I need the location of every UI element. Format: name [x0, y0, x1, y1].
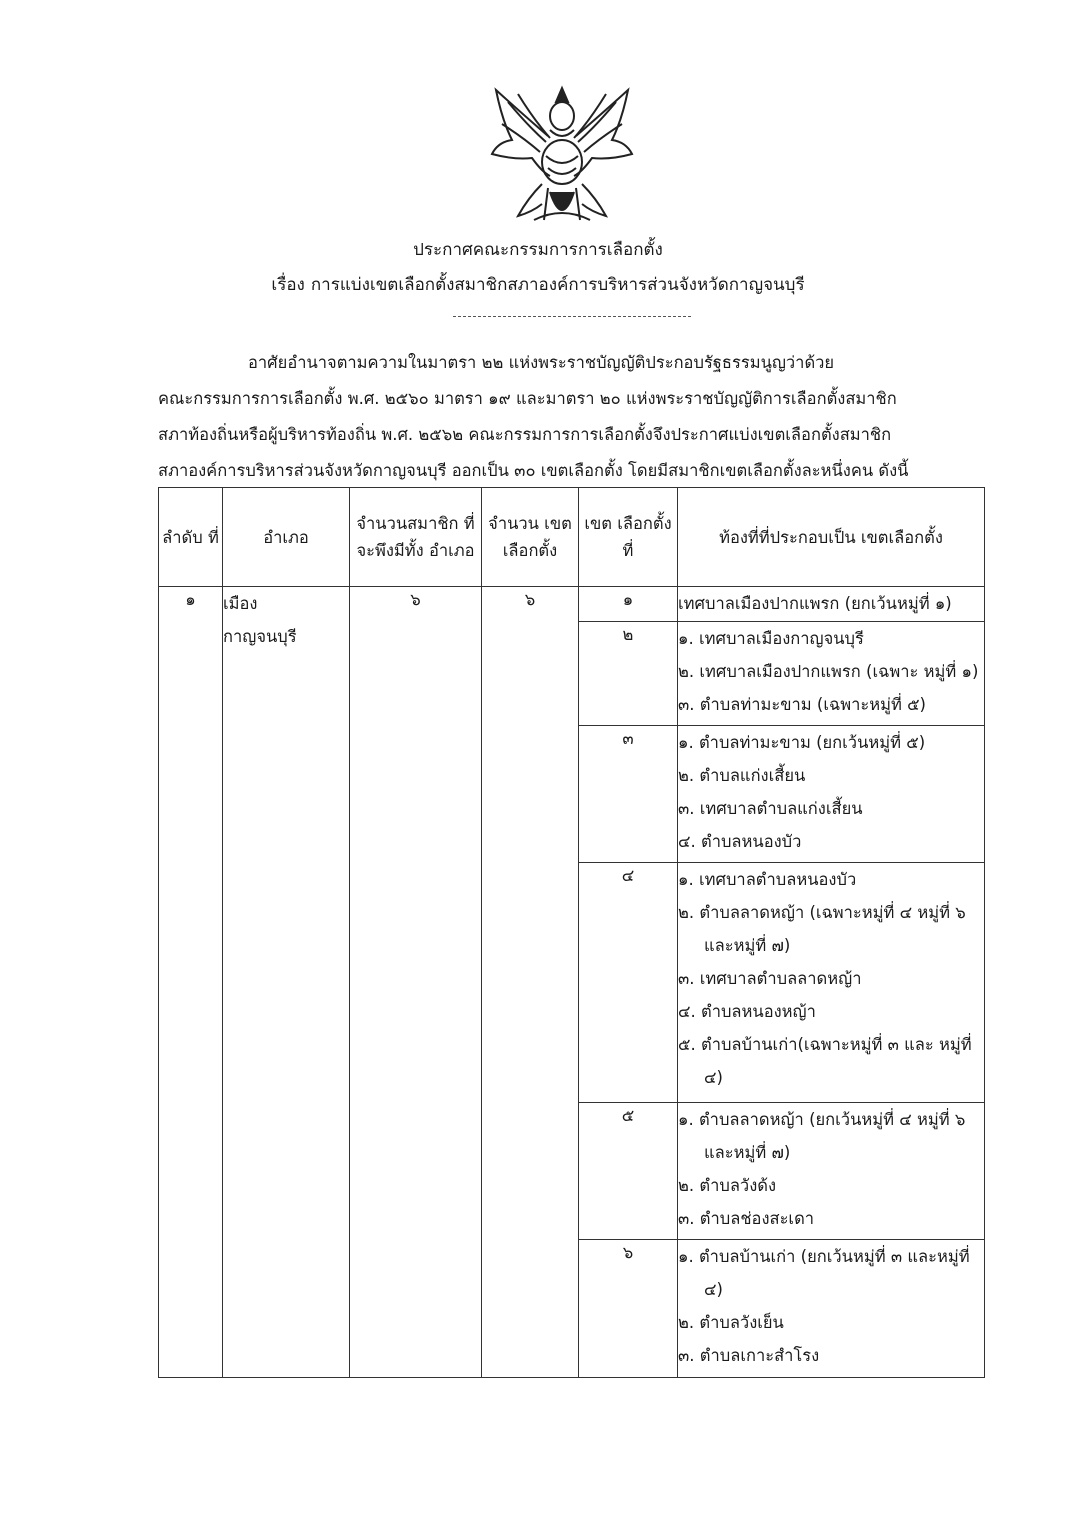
- header-no: ลำดับ ที่: [159, 488, 223, 587]
- area-item: ๒. เทศบาลเมืองปากแพรก (เฉพาะ หมู่ที่ ๑): [678, 662, 979, 682]
- row-no: ๑: [159, 587, 223, 1378]
- amphoe-name-line: กาญจนบุรี: [223, 627, 297, 646]
- area-item: ๓. เทศบาลตำบลแก่งเสี้ยน: [678, 798, 863, 818]
- amphoe-name-line: เมือง: [223, 594, 258, 613]
- area-item: ๕. ตำบลบ้านเก่า(เฉพาะหมู่ที่ ๓ และ หมู่ที่ ๔): [678, 1035, 972, 1088]
- area-item: ๒. ตำบลวังด้ง: [678, 1175, 777, 1195]
- table-row: [159, 587, 985, 622]
- area-item: ๑. ตำบลบ้านเก่า (ยกเว้นหมู่ที่ ๓ และหมู่ที่ ๔): [678, 1247, 970, 1300]
- intro-line: อาศัยอำนาจตามความในมาตรา ๒๒ แห่งพระราชบัญญัติประกอบรัฐธรรมนูญว่าด้วย: [248, 353, 835, 372]
- area-item: ๒. ตำบลวังเย็น: [678, 1313, 784, 1333]
- zone-number: ๒: [579, 622, 678, 725]
- zone-number: ๓: [579, 725, 678, 863]
- garuda-emblem-icon: [488, 80, 636, 230]
- header-zone: เขต เลือกตั้งที่: [579, 488, 678, 587]
- announcement-subject: [0, 271, 1076, 298]
- zone-area: [678, 622, 985, 725]
- area-item: เทศบาลเมืองปากแพรก (ยกเว้นหมู่ที่ ๑): [678, 594, 952, 613]
- subject-label: เรื่อง: [271, 275, 305, 295]
- area-item: ๓. เทศบาลตำบลลาดหญ้า: [678, 969, 862, 989]
- header-area: ท้องที่ที่ประกอบเป็น เขตเลือกตั้ง: [678, 488, 985, 587]
- area-item: ๓. ตำบลช่องสะเดา: [678, 1208, 815, 1228]
- row-members: ๖: [350, 587, 482, 1378]
- subject-text: การแบ่งเขตเลือกตั้งสมาชิกสภาองค์การบริหารส่วนจังหวัดกาญจนบุรี: [310, 275, 805, 295]
- zone-area: [678, 1240, 985, 1378]
- row-amphoe: [223, 587, 350, 1378]
- intro-line: สภาท้องถิ่นหรือผู้บริหารท้องถิ่น พ.ศ. ๒๕๖๒ คณะกรรมการการเลือกตั้งจึงประกาศแบ่งเขตเลือกตั้งสมาชิก: [158, 425, 892, 444]
- electoral-district-table: [158, 487, 985, 1378]
- header-amphoe: อำเภอ: [223, 488, 350, 587]
- intro-paragraph: [158, 345, 984, 489]
- area-item: ๒. ตำบลลาดหญ้า (เฉพาะหมู่ที่ ๔ หมู่ที่ ๖ และหมู่ที่ ๗): [678, 903, 966, 956]
- title-divider: [453, 316, 691, 317]
- area-item: ๔. ตำบลหนองหญ้า: [678, 1002, 816, 1022]
- area-item: ๑. ตำบลลาดหญ้า (ยกเว้นหมู่ที่ ๔ หมู่ที่ ๖ และหมู่ที่ ๗): [678, 1109, 966, 1162]
- row-zone-count: ๖: [482, 587, 579, 1378]
- announcement-title: ประกาศคณะกรรมการการเลือกตั้ง: [413, 240, 663, 260]
- area-item: ๑. เทศบาลเมืองกาญจนบุรี: [678, 629, 864, 649]
- intro-line: สภาองค์การบริหารส่วนจังหวัดกาญจนบุรี ออกเป็น ๓๐ เขตเลือกตั้ง โดยมีสมาชิกเขตเลือกตั้งละหนึ่งคน ดังนี้: [158, 461, 909, 480]
- header-members: จำนวนสมาชิก ที่จะพึงมีทั้ง อำเภอ: [350, 488, 482, 587]
- header-count: จำนวน เขต เลือกตั้ง: [482, 488, 579, 587]
- intro-line: คณะกรรมการการเลือกตั้ง พ.ศ. ๒๕๖๐ มาตรา ๑๙ และมาตรา ๒๐ แห่งพระราชบัญญัติการเลือกตั้งสมาชิก: [158, 389, 897, 408]
- area-item: ๓. ตำบลเกาะสำโรง: [678, 1346, 820, 1366]
- area-item: ๓. ตำบลท่ามะขาม (เฉพาะหมู่ที่ ๕): [678, 695, 926, 715]
- zone-number: ๑: [579, 587, 678, 622]
- area-item: ๑. ตำบลท่ามะขาม (ยกเว้นหมู่ที่ ๕): [678, 732, 926, 752]
- zone-area: [678, 725, 985, 863]
- area-item: ๒. ตำบลแก่งเสี้ยน: [678, 765, 806, 785]
- zone-area: [678, 587, 985, 622]
- area-item: ๑. เทศบาลตำบลหนองบัว: [678, 870, 857, 890]
- table-header-row: [159, 488, 985, 587]
- zone-number: ๔: [579, 863, 678, 1103]
- zone-number: ๕: [579, 1102, 678, 1240]
- area-item: ๔. ตำบลหนองบัว: [678, 831, 802, 851]
- zone-area: [678, 863, 985, 1103]
- zone-area: [678, 1102, 985, 1240]
- zone-number: ๖: [579, 1240, 678, 1378]
